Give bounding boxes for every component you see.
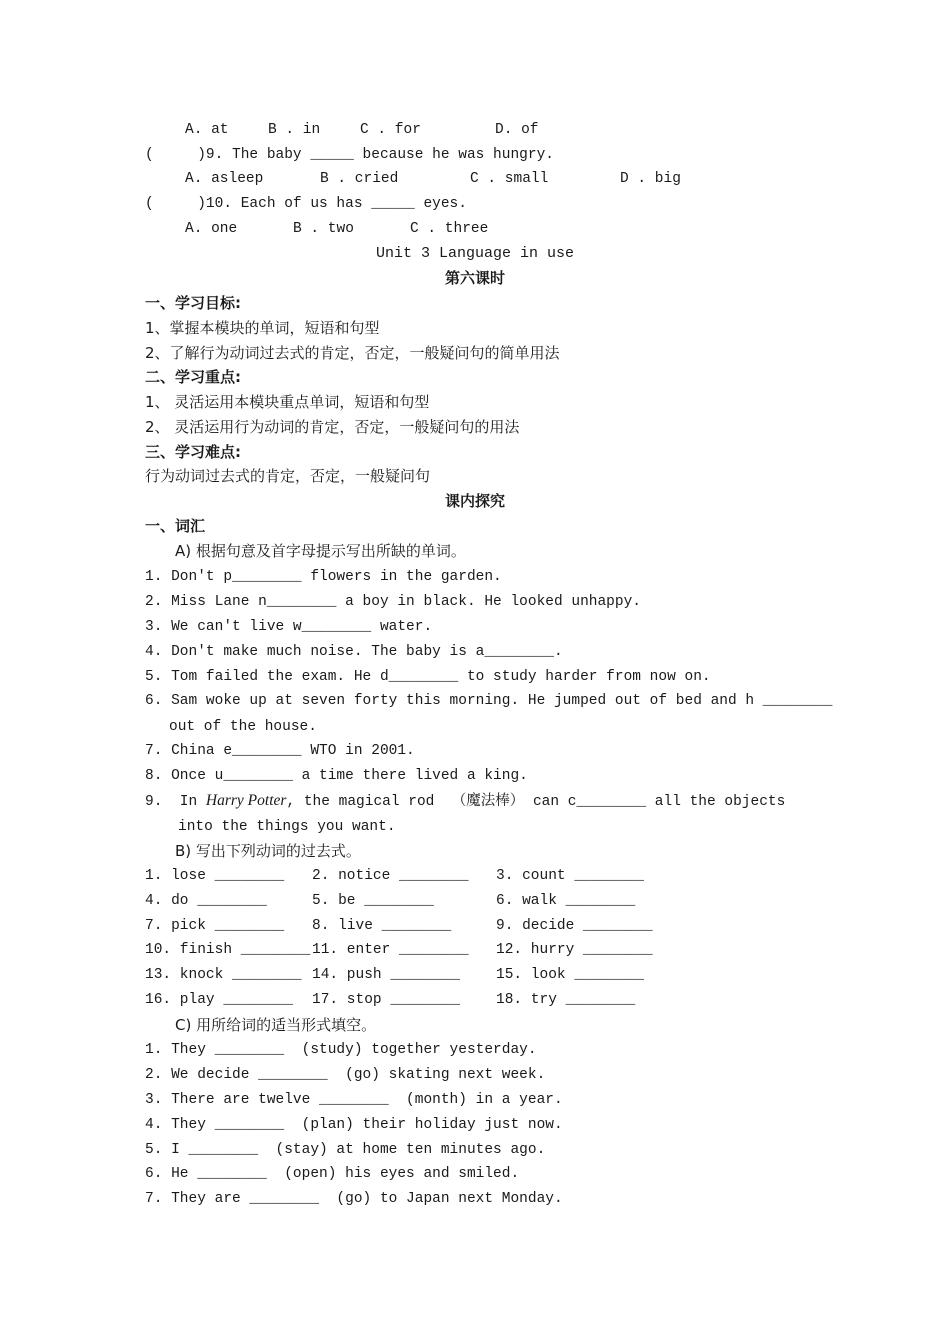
part-b-title: B) 写出下列动词的过去式。: [175, 842, 361, 860]
part-c-item: 5. I ________ (stay) at home ten minutes ago.: [145, 1142, 546, 1158]
part-a-item: 6. Sam woke up at seven forty this morning. He jumped out of bed and h ________: [145, 693, 833, 709]
part-a-item-continuation: into the things you want.: [178, 819, 396, 835]
part-b-item: 5. be ________: [312, 893, 434, 909]
part-c-item: 3. There are twelve ________ (month) in a year.: [145, 1092, 563, 1108]
part-b-item: 6. walk ________: [496, 893, 636, 909]
focus-heading: 二、学习重点:: [145, 368, 241, 386]
part-a-item: 7. China e________ WTO in 2001.: [145, 743, 415, 759]
question-9: ( )9. The baby _____ because he was hungry.: [145, 147, 554, 163]
q9-option-d: D . big: [620, 171, 681, 187]
focus-item: 1、 灵活运用本模块重点单词，短语和句型: [145, 393, 430, 411]
q8-option-d: D. of: [495, 122, 539, 138]
goals-heading: 一、学习目标:: [145, 294, 241, 312]
question-10: ( )10. Each of us has _____ eyes.: [145, 196, 467, 212]
q8-option-a: A. at: [185, 122, 229, 138]
part-c-item: 6. He ________ (open) his eyes and smiled.: [145, 1166, 520, 1182]
part-c-item: 7. They are ________ (go) to Japan next Monday.: [145, 1191, 563, 1207]
q10-option-c: C . three: [410, 221, 489, 237]
part-c-item: 4. They ________ (plan) their holiday just now.: [145, 1117, 563, 1133]
part-b-item: 3. count ________: [496, 868, 644, 884]
part-a-item: 3. We can't live w________ water.: [145, 619, 433, 635]
q10-option-a: A. one: [185, 221, 238, 237]
q10-option-b: B . two: [293, 221, 354, 237]
difficulty-heading: 三、学习难点:: [145, 443, 241, 461]
part-b-item: 12. hurry ________: [496, 942, 653, 958]
focus-item: 2、 灵活运用行为动词的肯定，否定，一般疑问句的用法: [145, 418, 520, 436]
part-a-item: 5. Tom failed the exam. He d________ to study harder from now on.: [145, 669, 711, 685]
q9-middle: , the magical rod （魔法棒） can c________ all the objects: [286, 794, 786, 810]
part-a-item: 2. Miss Lane n________ a boy in black. He looked unhappy.: [145, 594, 641, 610]
explore-title: 课内探究: [444, 492, 505, 510]
unit-title: Unit 3 Language in use: [375, 245, 575, 262]
part-a-item-continuation: out of the house.: [169, 719, 317, 735]
q8-option-c: C . for: [360, 122, 421, 138]
part-a-item: 4. Don't make much noise. The baby is a________.: [145, 644, 563, 660]
lesson-title: 第六课时: [444, 269, 505, 287]
part-b-item: 18. try ________: [496, 992, 636, 1008]
part-b-item: 11. enter ________: [312, 942, 469, 958]
part-b-item: 7. pick ________: [145, 918, 285, 934]
goal-item: 2、了解行为动词过去式的肯定，否定，一般疑问句的简单用法: [145, 344, 560, 362]
book-title: Harry Potter: [205, 792, 287, 809]
part-b-item: 13. knock ________: [145, 967, 302, 983]
part-b-item: 1. lose ________: [145, 868, 285, 884]
q8-option-b: B . in: [268, 122, 321, 138]
part-b-item: 8. live ________: [312, 918, 452, 934]
q9-prefix: 9. In: [145, 794, 206, 810]
q9-option-c: C . small: [470, 171, 549, 187]
part-b-item: 10. finish ________: [145, 942, 311, 958]
part-b-item: 2. notice ________: [312, 868, 469, 884]
part-c-item: 2. We decide ________ (go) skating next week.: [145, 1067, 546, 1083]
part-c-title: C) 用所给词的适当形式填空。: [175, 1016, 377, 1034]
part-b-item: 4. do ________: [145, 893, 267, 909]
part-b-item: 14. push ________: [312, 967, 460, 983]
part-a-item: 8. Once u________ a time there lived a king.: [145, 768, 528, 784]
part-c-item: 1. They ________ (study) together yesterday.: [145, 1042, 537, 1058]
part-b-item: 15. look ________: [496, 967, 644, 983]
part-b-item: 17. stop ________: [312, 992, 460, 1008]
q9-option-b: B . cried: [320, 171, 399, 187]
part-a-title: A) 根据句意及首字母提示写出所缺的单词。: [175, 542, 466, 560]
part-b-item: 9. decide ________: [496, 918, 653, 934]
part-b-item: 16. play ________: [145, 992, 293, 1008]
q9-option-a: A. asleep: [185, 171, 264, 187]
part-a-item: 1. Don't p________ flowers in the garden.: [145, 569, 502, 585]
difficulty-text: 行为动词过去式的肯定，否定，一般疑问句: [145, 467, 431, 485]
vocab-heading: 一、词汇: [145, 517, 206, 535]
part-a-item-9: [145, 791, 785, 812]
goal-item: 1、掌握本模块的单词，短语和句型: [145, 319, 380, 337]
